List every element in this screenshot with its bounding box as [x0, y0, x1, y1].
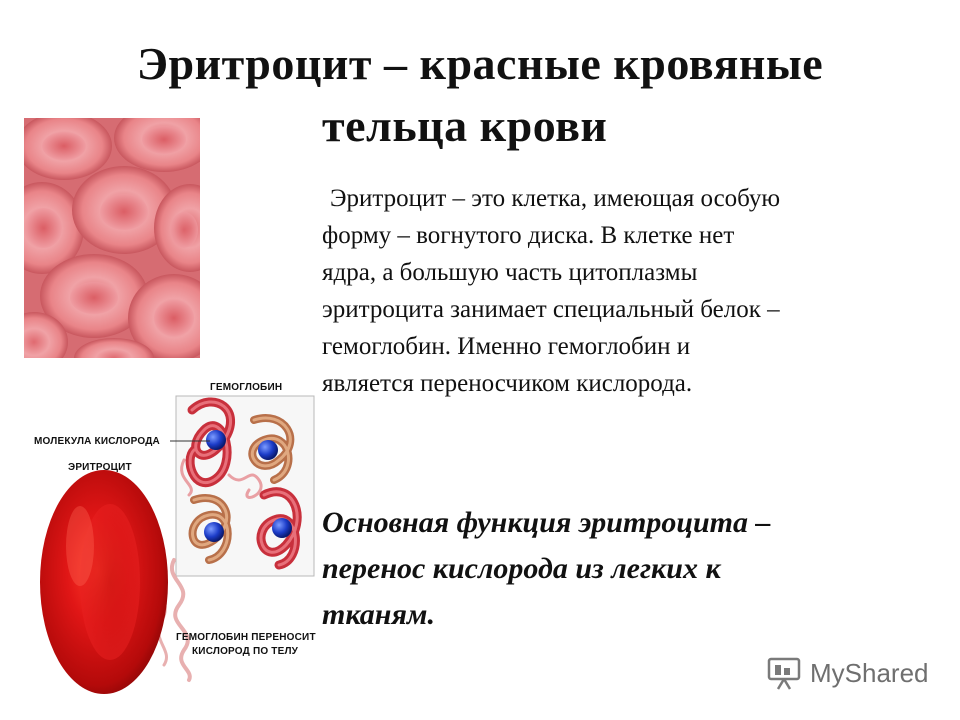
description-text: [322, 180, 922, 402]
caption-line-2: КИСЛОРОД ПО ТЕЛУ: [192, 646, 299, 657]
label-oxygen-molecule: МОЛЕКУЛА КИСЛОРОДА: [34, 436, 160, 447]
description-line: ядра, а большую часть цитоплазмы: [322, 259, 698, 286]
label-erythrocyte: ЭРИТРОЦИТ: [68, 462, 132, 473]
slide-title-line-1: Эритроцит – красные кровяные: [136, 38, 824, 89]
description-line: является переносчиком кислорода.: [322, 370, 693, 397]
main-function-line: Основная функция эритроцита –: [322, 506, 771, 539]
main-function-line: перенос кислорода из легких к: [322, 552, 721, 585]
description-line: эритроцита занимает специальный белок –: [322, 296, 780, 323]
red-blood-cells-photo: [24, 118, 200, 358]
description-line: Эритроцит – это клетка, имеющая особую: [330, 185, 781, 212]
hemoglobin-diagram: [24, 370, 324, 710]
slide-title-line-2: тельца крови: [322, 100, 608, 151]
label-hemoglobin: ГЕМОГЛОБИН: [210, 382, 283, 393]
watermark-text: MyShared: [810, 658, 929, 688]
watermark: [766, 654, 936, 694]
description-line: форму – вогнутого диска. В клетке нет: [322, 222, 735, 249]
main-function-line: тканям.: [322, 598, 435, 631]
main-function-text: [322, 500, 922, 638]
caption-line-1: ГЕМОГЛОБИН ПЕРЕНОСИТ: [176, 632, 316, 643]
description-line: гемоглобин. Именно гемоглобин и: [322, 333, 691, 360]
presentation-icon: [766, 656, 806, 692]
